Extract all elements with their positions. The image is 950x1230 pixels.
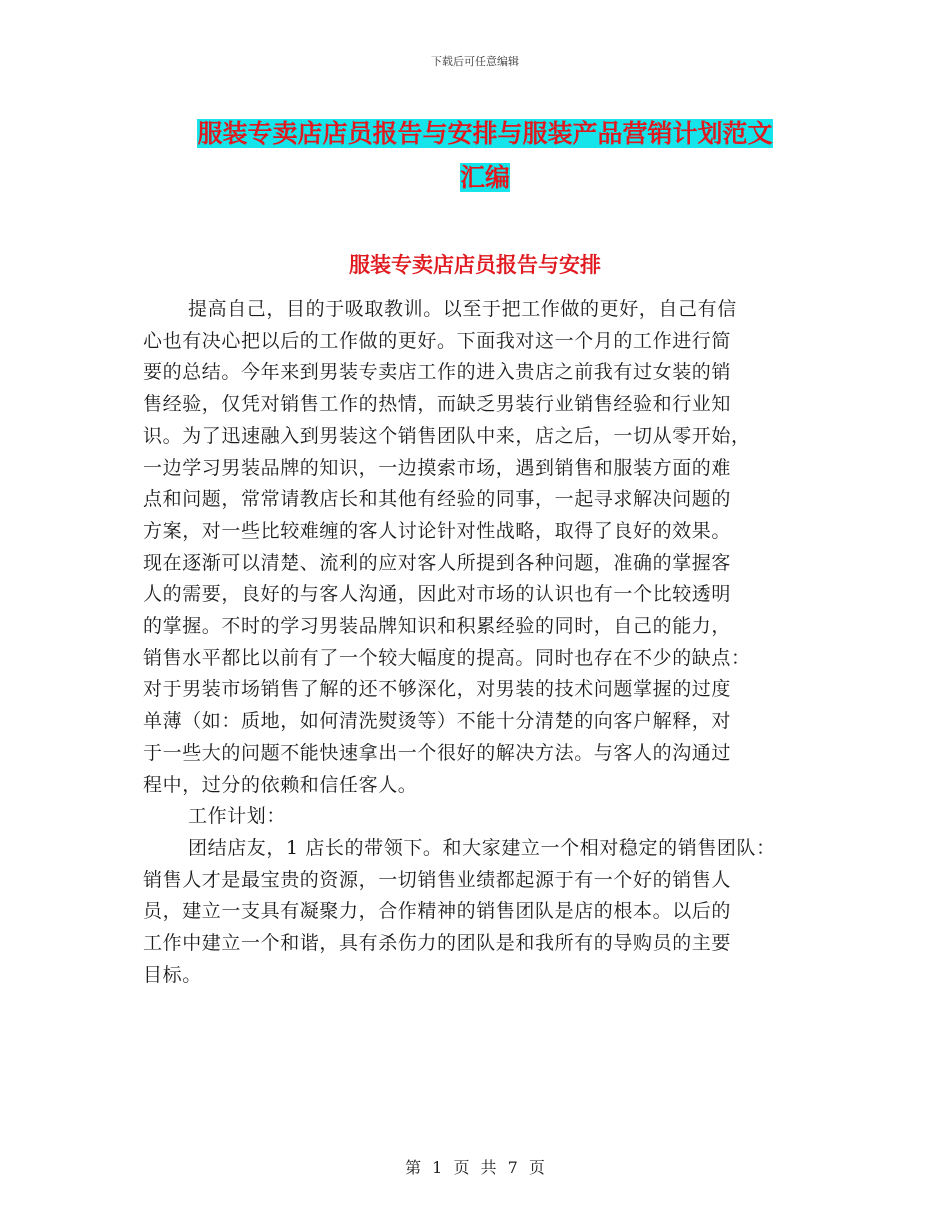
document-title xyxy=(140,112,830,200)
paragraph-line: 目标。 xyxy=(143,963,202,986)
header-note: 下载后可任意编辑 xyxy=(431,55,519,68)
footer-suffix: 页 xyxy=(528,1158,545,1177)
paragraph-line: 于一些大的问题不能快速拿出一个很好的解决方法。与客人的沟通过 xyxy=(143,741,732,764)
body-text xyxy=(143,294,833,991)
paragraph-line: 售经验，仅凭对销售工作的热情，而缺乏男装行业销售经验和行业知 xyxy=(143,393,732,416)
paragraph-line: 要的总结。今年来到男装专卖店工作的进入贵店之前我有过女装的销 xyxy=(143,361,732,384)
paragraph-line: 方案，对一些比较难缠的客人讨论针对性战略，取得了良好的效果。 xyxy=(143,519,732,542)
page-footer xyxy=(0,1155,950,1178)
paragraph-line: 员，建立一支具有凝聚力，合作精神的销售团队是店的根本。以后的 xyxy=(143,900,732,923)
footer-page-number: 1 xyxy=(432,1158,443,1177)
footer-middle: 页 共 xyxy=(453,1158,497,1177)
footer-total-pages: 7 xyxy=(507,1158,518,1177)
work-plan-heading: 工作计划： xyxy=(188,805,287,828)
paragraph-line: 工作中建立一个和谐，具有杀伤力的团队是和我所有的导购员的主要 xyxy=(143,932,732,955)
footer-prefix: 第 xyxy=(405,1158,422,1177)
section-title: 服装专卖店店员报告与安排 xyxy=(349,253,601,277)
paragraph-line: 心也有决心把以后的工作做的更好。下面我对这一个月的工作进行简 xyxy=(143,329,732,352)
paragraph-line: 程中，过分的依赖和信任客人。 xyxy=(143,773,418,796)
paragraph-line: 销售水平都比以前有了一个较大幅度的提高。同时也存在不少的缺点： xyxy=(143,646,751,669)
paragraph-line: 现在逐渐可以清楚、流利的应对客人所提到各种问题，准确的掌握客 xyxy=(143,551,732,574)
paragraph-line: 的掌握。不时的学习男装品牌知识和积累经验的同时，自己的能力， xyxy=(143,615,732,638)
document-title-line2: 汇编 xyxy=(459,163,510,192)
document-title-line1: 服装专卖店店员报告与安排与服装产品营销计划范文 xyxy=(197,119,773,148)
paragraph-line: 识。为了迅速融入到男装这个销售团队中来，店之后，一切从零开始， xyxy=(143,424,751,447)
paragraph-line: 销售人才是最宝贵的资源，一切销售业绩都起源于有一个好的销售人 xyxy=(143,868,732,891)
paragraph-line: 人的需要，良好的与客人沟通，因此对市场的认识也有一个比较透明 xyxy=(143,583,732,606)
paragraph-line: 单薄（如：质地，如何清洗熨烫等）不能十分清楚的向客户解释，对 xyxy=(143,710,732,733)
paragraph-line: 点和问题，常常请教店长和其他有经验的同事，一起寻求解决问题的 xyxy=(143,488,732,511)
paragraph-line: 团结店友，1 店长的带领下。和大家建立一个相对稳定的销售团队： xyxy=(188,836,776,859)
paragraph-line: 提高自己，目的于吸取教训。以至于把工作做的更好，自己有信 xyxy=(188,298,737,320)
paragraph-line: 对于男装市场销售了解的还不够深化，对男装的技术问题掌握的过度 xyxy=(143,678,732,701)
paragraph-line: 一边学习男装品牌的知识，一边摸索市场，遇到销售和服装方面的难 xyxy=(143,456,732,479)
